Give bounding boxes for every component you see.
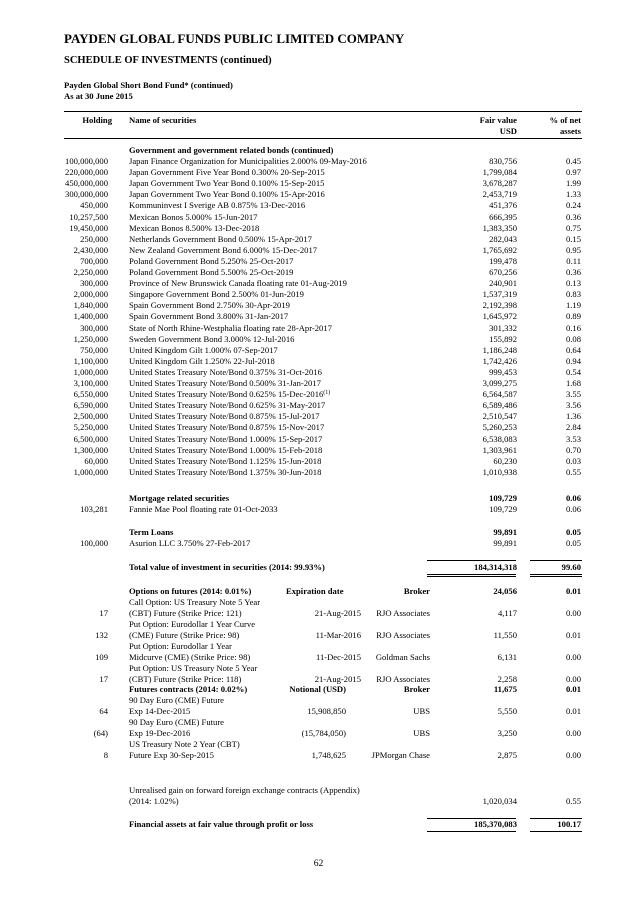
section-title-options: Options on futures (2014: 0.01%)	[129, 586, 252, 596]
security-name-cell: New Zealand Government Bond 6.000% 15-Dec-2017	[129, 244, 318, 255]
fair-value-cell: 1,742,426	[482, 355, 517, 366]
expiration-date-cell: 21-Aug-2015	[314, 608, 361, 618]
section-title-term-loans: Term Loans	[129, 527, 174, 537]
pct-cell: 0.70	[565, 444, 581, 455]
pct-cell: 0.75	[565, 222, 581, 233]
security-name-cell: Japan Government Five Year Bond 0.300% 20-Sep-2015	[129, 167, 325, 178]
fair-value-cell: 5,550	[497, 706, 517, 716]
section-title-mortgage: Mortgage related securities	[129, 493, 230, 503]
fx-pct: 0.55	[565, 796, 581, 806]
futures-total-value: 11,675	[493, 684, 517, 694]
pct-cell: 0.03	[565, 455, 581, 466]
total-investment-value: 184,314,318	[474, 562, 517, 572]
security-name-cell: United States Treasury Note/Bond 0.625% 15-Dec-2016$^{(1)}$	[129, 389, 331, 400]
fair-value-cell: 109,729	[489, 504, 517, 514]
security-name-cell: Poland Government Bond 5.250% 25-Oct-2017	[129, 255, 294, 266]
pct-cell: 3.55	[565, 389, 581, 400]
option-name-line1: Put Option: US Treasury Note 5 Year	[129, 663, 258, 673]
notional-cell: 1,748,625	[311, 750, 346, 760]
fair-value-cell: 830,756	[489, 156, 517, 166]
security-name-cell: Sweden Government Bond 3.000% 12-Jul-2016	[129, 333, 295, 344]
mortgage-total-pct: 0.06	[565, 493, 581, 503]
fx-label: Unrealised gain on forward foreign exchange contracts (Appendix)	[129, 785, 360, 795]
financial-assets-value: 185,370,083	[474, 819, 517, 829]
table-row	[0, 278, 637, 289]
security-name-cell: United States Treasury Note/Bond 0.500% 31-Jan-2017	[129, 378, 321, 388]
security-name-cell: United States Treasury Note/Bond 0.625% 31-May-2017	[129, 400, 326, 411]
pct-cell: 0.97	[565, 167, 581, 178]
security-name-cell: United Kingdom Gilt 1.000% 07-Sep-2017	[129, 344, 278, 355]
table-row	[0, 356, 637, 367]
total-top-rule-value	[427, 560, 516, 561]
col-broker: Broker	[403, 684, 430, 694]
financial-assets-row	[0, 819, 637, 830]
future-row-line1	[0, 695, 637, 706]
table-row	[0, 608, 637, 619]
security-name-cell: Netherlands Government Bond 0.500% 15-Apr-2017	[129, 233, 312, 244]
broker-cell: RJO Associates	[376, 608, 430, 618]
pct-cell: 0.24	[565, 200, 581, 211]
future-name-line2: Exp 14-Dec-2015	[129, 706, 191, 716]
total-investment-label: Total value of investment in securities (2014: 99.93%)	[129, 562, 325, 572]
option-row-line1	[0, 619, 637, 630]
pct-cell: 0.13	[565, 278, 581, 289]
fair-value-cell: 6,589,486	[482, 400, 517, 411]
header-bottom-rule	[64, 138, 582, 139]
pct-cell: 0.01	[565, 630, 581, 640]
notional-cell: (15,784,050)	[301, 728, 346, 738]
broker-cell: RJO Associates	[376, 674, 430, 684]
security-name-cell: Kommuninvest I Sverige AB 0.875% 13-Dec-2016	[129, 200, 306, 211]
fair-value-cell: 240,901	[489, 278, 517, 289]
option-row-line1	[0, 663, 637, 674]
fair-value-cell: 99,891	[493, 538, 517, 548]
col-notional: Notional (USD)	[289, 684, 346, 694]
table-row	[0, 245, 637, 256]
holding-cell: 220,000,000	[65, 167, 108, 178]
table-row	[0, 456, 637, 467]
futures-section-header	[0, 684, 637, 695]
holding-cell: 1,100,000	[73, 355, 108, 366]
holding-cell: 5,250,000	[73, 422, 108, 433]
fair-value-cell: 666,395	[489, 211, 517, 222]
fin-bottom-rule-value	[427, 831, 516, 832]
holding-cell: 700,000	[80, 255, 108, 266]
fair-value-cell: 199,478	[489, 255, 517, 266]
options-total-pct: 0.01	[565, 586, 581, 596]
total-bottom-rule-pct	[530, 574, 582, 575]
pct-cell: 3.56	[565, 400, 581, 411]
pct-cell: 0.16	[565, 322, 581, 333]
fair-value-cell: 3,678,287	[482, 178, 517, 189]
fair-value-cell: 1,765,692	[482, 244, 517, 255]
fin-bottom-rule-pct	[530, 831, 582, 832]
table-row	[0, 367, 637, 378]
col-pct: % of net	[549, 115, 581, 125]
table-row	[0, 156, 637, 167]
broker-cell: UBS	[413, 728, 430, 738]
holding-cell: 6,500,000	[73, 433, 108, 444]
future-name-line2: Exp 19-Dec-2016	[129, 728, 191, 738]
mortgage-section-header	[0, 493, 637, 504]
pct-cell: 0.55	[565, 466, 581, 477]
pct-cell: 2.84	[565, 422, 581, 433]
term-section-header	[0, 527, 637, 538]
option-name-line2: (CBT) Future (Strike Price: 121)	[129, 608, 242, 618]
security-name-cell: United States Treasury Note/Bond 1.000% 15-Feb-2018	[129, 444, 323, 455]
option-name-line2: (CME) Future (Strike Price: 98)	[129, 630, 240, 640]
col-fair-value-ccy: USD	[499, 126, 517, 136]
pct-cell: 1.19	[565, 300, 581, 311]
broker-cell: UBS	[413, 706, 430, 716]
fair-value-cell: 3,250	[497, 728, 517, 738]
holding-cell: 19,450,000	[69, 222, 108, 233]
financial-assets-label: Financial assets at fair value through profit or loss	[129, 819, 314, 829]
security-name-cell: State of North Rhine-Westphalia floating rate 28-Apr-2017	[129, 322, 332, 333]
header-top-rule	[64, 111, 582, 112]
pct-cell: 0.11	[566, 255, 581, 266]
option-row-line1	[0, 641, 637, 652]
broker-cell: JPMorgan Chase	[371, 750, 430, 760]
pct-cell: 0.05	[565, 538, 581, 548]
fx-prior-year: (2014: 1.02%)	[129, 796, 179, 806]
fair-value-cell: 1,645,972	[482, 311, 517, 322]
pct-cell: 0.00	[565, 608, 581, 618]
footnote-marker: (1)	[323, 390, 331, 397]
table-row	[0, 256, 637, 267]
security-name-cell: United States Treasury Note/Bond 1.000% 15-Sep-2017	[129, 433, 323, 444]
fair-value-cell: 2,453,719	[482, 189, 517, 200]
page-number: 62	[313, 858, 324, 869]
table-row	[0, 189, 637, 200]
table-row	[0, 467, 637, 478]
table-row	[0, 323, 637, 334]
table-row	[0, 267, 637, 278]
expiration-date-cell: 11-Dec-2015	[315, 652, 361, 662]
holding-cell: 10,257,500	[69, 211, 108, 222]
holding-cell: 2,250,000	[73, 267, 108, 277]
holding-cell: 100,000,000	[65, 156, 108, 166]
table-row	[0, 334, 637, 345]
col-fair-value: Fair value	[479, 115, 517, 125]
holding-cell: 300,000	[80, 322, 108, 333]
table-row	[0, 538, 637, 549]
option-name-line2: Midcurve (CME) (Strike Price: 98)	[129, 652, 251, 662]
pct-cell: 0.36	[565, 267, 581, 277]
holding-cell: 1,840,000	[73, 300, 108, 311]
option-name-line1: Call Option: US Treasury Note 5 Year	[129, 597, 261, 607]
fx-row-line2	[0, 796, 637, 807]
holding-cell: 64	[99, 706, 108, 716]
holding-cell: 60,000	[84, 455, 108, 466]
fair-value-cell: 11,550	[493, 630, 517, 640]
security-name-cell: Poland Government Bond 5.500% 25-Oct-2019	[129, 267, 294, 277]
fair-value-cell: 5,260,253	[482, 422, 517, 433]
holding-cell: 1,250,000	[73, 333, 108, 344]
schedule-title: SCHEDULE OF INVESTMENTS (continued)	[64, 55, 272, 66]
table-row	[0, 223, 637, 234]
options-total-value: 24,056	[493, 586, 517, 596]
security-name-cell: Japan Government Two Year Bond 0.100% 15-Apr-2016	[129, 189, 325, 200]
col-pct-2: assets	[559, 126, 581, 136]
table-row	[0, 411, 637, 422]
fair-value-cell: 2,258	[497, 674, 517, 684]
security-name-cell: United Kingdom Gilt 1.250% 22-Jul-2018	[129, 355, 275, 366]
fair-value-cell: 670,256	[489, 267, 517, 277]
pct-cell: 0.00	[565, 750, 581, 760]
col-name: Name of securities	[129, 115, 197, 125]
holding-cell: 6,550,000	[73, 389, 108, 400]
security-name-cell: United States Treasury Note/Bond 1.375% 30-Jun-2018	[129, 466, 322, 477]
table-row	[0, 378, 637, 389]
pct-cell: 0.00	[565, 652, 581, 662]
pct-cell: 0.45	[565, 156, 581, 166]
table-row	[0, 400, 637, 411]
fx-value: 1,020,034	[482, 796, 517, 806]
table-row	[0, 728, 637, 739]
pct-cell: 0.95	[565, 244, 581, 255]
table-row	[0, 178, 637, 189]
security-name-cell: Mexican Bonos 8.500% 13-Dec-2018	[129, 222, 260, 233]
fair-value-cell: 4,117	[497, 608, 517, 618]
table-row	[0, 311, 637, 322]
fund-name: Payden Global Short Bond Fund* (continued)	[64, 80, 233, 90]
pct-cell: 1.33	[565, 189, 581, 200]
expiration-date-cell: 21-Aug-2015	[314, 674, 361, 684]
security-name-cell: United States Treasury Note/Bond 1.125% 15-Jun-2018	[129, 455, 322, 466]
holding-cell: 100,000	[80, 538, 108, 548]
total-bottom-rule-value	[427, 574, 516, 575]
security-name-cell: United States Treasury Note/Bond 0.875% 15-Jul-2017	[129, 411, 320, 422]
holding-cell: (64)	[93, 728, 108, 738]
pct-cell: 0.01	[565, 706, 581, 716]
fair-value-cell: 2,192,398	[482, 300, 517, 311]
fair-value-cell: 6,564,587	[482, 389, 517, 400]
pct-cell: 0.94	[565, 355, 581, 366]
security-name-cell: United States Treasury Note/Bond 0.875% 15-Nov-2017	[129, 422, 325, 433]
security-name-cell: Spain Government Bond 3.800% 31-Jan-2017	[129, 311, 289, 322]
holding-cell: 750,000	[80, 344, 108, 355]
mortgage-total-value: 109,729	[489, 493, 517, 503]
pct-cell: 0.54	[565, 366, 581, 377]
table-row	[0, 504, 637, 515]
holding-cell: 17	[99, 608, 108, 618]
future-name-line2: Future Exp 30-Sep-2015	[129, 750, 214, 760]
financial-assets-pct: 100.17	[557, 819, 581, 829]
pct-cell: 0.83	[565, 289, 581, 300]
col-broker: Broker	[403, 586, 430, 596]
table-row	[0, 389, 637, 400]
fair-value-cell: 1,383,350	[482, 222, 517, 233]
term-total-pct: 0.05	[565, 527, 581, 537]
security-name-cell: United States Treasury Note/Bond 0.375% 31-Oct-2016	[129, 366, 322, 377]
security-name-cell: Japan Finance Organization for Municipalities 2.000% 09-May-2016	[129, 156, 367, 166]
option-name-line1: Put Option: Eurodollar 1 Year Curve	[129, 619, 256, 629]
expiration-date-cell: 11-Mar-2016	[315, 630, 361, 640]
col-expiration-date: Expiration date	[286, 586, 344, 596]
fair-value-cell: 6,538,083	[482, 433, 517, 444]
future-row-line1	[0, 717, 637, 728]
table-row	[0, 422, 637, 433]
future-name-line1: 90 Day Euro (CME) Future	[129, 695, 224, 705]
table-row	[0, 652, 637, 663]
fair-value-cell: 1,799,084	[482, 167, 517, 178]
holding-cell: 1,300,000	[73, 444, 108, 455]
holding-cell: 3,100,000	[73, 378, 108, 388]
total-investment-pct: 99.60	[561, 562, 581, 572]
total-bottom-rule-value-2	[427, 576, 516, 577]
holding-cell: 2,500,000	[73, 411, 108, 422]
fair-value-cell: 1,303,961	[482, 444, 517, 455]
broker-cell: RJO Associates	[376, 630, 430, 640]
holding-cell: 132	[95, 630, 108, 640]
pct-cell: 0.06	[565, 504, 581, 514]
holding-cell: 2,430,000	[73, 244, 108, 255]
section-title-government: Government and government related bonds (continued)	[129, 145, 334, 155]
fair-value-cell: 1,186,248	[482, 344, 517, 355]
holding-cell: 450,000	[80, 200, 108, 211]
security-name-cell: Fannie Mae Pool floating rate 01-Oct-2033	[129, 504, 278, 514]
pct-cell: 1.99	[565, 178, 581, 189]
holding-cell: 103,281	[80, 504, 108, 514]
holding-cell: 17	[99, 674, 108, 684]
option-name-line2: (CBT) Future (Strike Price: 118)	[129, 674, 242, 684]
fair-value-cell: 301,332	[489, 322, 517, 333]
fair-value-cell: 282,043	[489, 233, 517, 244]
holding-cell: 109	[95, 652, 108, 662]
fair-value-cell: 2,510,547	[482, 411, 517, 422]
security-name-cell: Asurion LLC 3.750% 27-Feb-2017	[129, 538, 251, 548]
term-total-value: 99,891	[493, 527, 517, 537]
table-row	[0, 706, 637, 717]
pct-cell: 0.64	[565, 344, 581, 355]
table-row	[0, 212, 637, 223]
table-row	[0, 750, 637, 761]
pct-cell: 0.08	[565, 333, 581, 344]
option-name-line1: Put Option: Eurodollar 1 Year	[129, 641, 232, 651]
holding-cell: 300,000,000	[65, 189, 108, 200]
pct-cell: 1.68	[565, 378, 581, 388]
fair-value-cell: 60,230	[493, 455, 517, 466]
pct-cell: 0.15	[565, 233, 581, 244]
security-name-cell: Province of New Brunswick Canada floating rate 01-Aug-2019	[129, 278, 347, 289]
total-top-rule-pct	[530, 560, 582, 561]
option-row-line1	[0, 597, 637, 608]
holding-cell: 450,000,000	[65, 178, 108, 189]
future-row-line1	[0, 739, 637, 750]
table-row	[0, 167, 637, 178]
total-investment-row	[0, 562, 637, 573]
holding-cell: 6,590,000	[73, 400, 108, 411]
fair-value-cell: 451,376	[489, 200, 517, 211]
future-name-line1: 90 Day Euro (CME) Future	[129, 717, 224, 727]
section-title-futures: Futures contracts (2014: 0.02%)	[129, 684, 248, 694]
table-row	[0, 434, 637, 445]
holding-cell: 2,000,000	[73, 289, 108, 300]
security-name-cell: Spain Government Bond 2.750% 30-Apr-2019	[129, 300, 290, 311]
table-row	[0, 234, 637, 245]
fair-value-cell: 1,537,319	[482, 289, 517, 300]
table-row	[0, 345, 637, 356]
notional-cell: 15,908,850	[307, 706, 346, 716]
company-title: PAYDEN GLOBAL FUNDS PUBLIC LIMITED COMPANY	[64, 31, 405, 46]
col-holding: Holding	[82, 115, 112, 125]
holding-cell: 1,400,000	[73, 311, 108, 322]
security-name-cell: Singapore Government Bond 2.500% 01-Jun-2019	[129, 289, 304, 300]
fx-row-line1	[0, 785, 637, 796]
fair-value-cell: 999,453	[489, 366, 517, 377]
table-row	[0, 300, 637, 311]
fair-value-cell: 1,010,938	[482, 466, 517, 477]
fair-value-cell: 6,131	[497, 652, 517, 662]
fair-value-cell: 2,875	[497, 750, 517, 760]
pct-cell: 0.89	[565, 311, 581, 322]
report-date: As at 30 June 2015	[64, 91, 133, 101]
options-section-header	[0, 586, 637, 597]
holding-cell: 250,000	[80, 233, 108, 244]
table-row	[0, 630, 637, 641]
security-name-cell: Japan Government Two Year Bond 0.100% 15-Sep-2015	[129, 178, 325, 189]
fair-value-cell: 155,892	[489, 333, 517, 344]
future-name-line1: US Treasury Note 2 Year (CBT)	[129, 739, 240, 749]
holding-cell: 300,000	[80, 278, 108, 289]
fair-value-cell: 3,099,275	[482, 378, 517, 388]
table-row	[0, 445, 637, 456]
futures-total-pct: 0.01	[565, 684, 581, 694]
table-row	[0, 200, 637, 211]
pct-cell: 0.00	[565, 674, 581, 684]
pct-cell: 1.36	[565, 411, 581, 422]
pct-cell: 0.00	[565, 728, 581, 738]
total-bottom-rule-pct-2	[530, 576, 582, 577]
pct-cell: 3.53	[565, 433, 581, 444]
holding-cell: 8	[103, 750, 108, 760]
holding-cell: 1,000,000	[73, 366, 108, 377]
table-row	[0, 289, 637, 300]
broker-cell: Goldman Sachs	[375, 652, 430, 662]
pct-cell: 0.36	[565, 211, 581, 222]
security-name-cell: Mexican Bonos 5.000% 15-Jun-2017	[129, 211, 258, 222]
holding-cell: 1,000,000	[73, 466, 108, 477]
